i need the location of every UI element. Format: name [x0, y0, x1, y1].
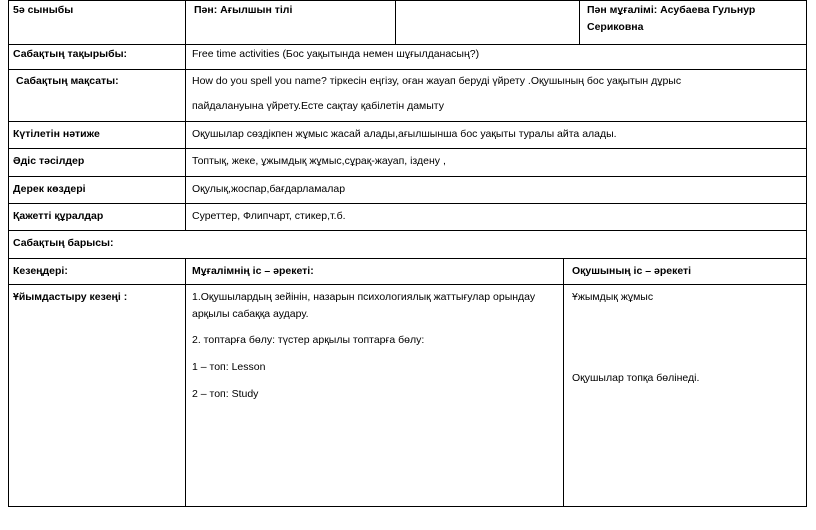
table-border [8, 0, 9, 507]
org-teacher-line3: 2. топтарға бөлу: түстер арқылы топтарға бөлу: [192, 334, 425, 346]
table-border [8, 203, 807, 204]
tools-value: Суреттер, Флипчарт, стикер,т.б. [192, 210, 346, 222]
org-teacher-line2: арқылы сабаққа аудару. [192, 308, 309, 320]
table-border [8, 69, 807, 70]
sources-label: Дерек көздері [13, 183, 86, 195]
goal-value-line2: пайдалануына үйрету.Есте сақтау қабілетін дамыту [192, 100, 444, 112]
org-student-line1: Ұжымдық жұмыс [572, 291, 654, 303]
topic-value: Free time activities (Бос уақытында немен шұғылданасың?) [192, 48, 480, 60]
methods-label: Әдіс тәсілдер [13, 155, 85, 167]
table-border [579, 0, 580, 45]
column-teacher-activity: Мұғалімнің іс – әрекеті: [192, 265, 314, 277]
sources-value: Оқулық,жоспар,бағдарламалар [192, 183, 346, 195]
outcome-label: Күтілетін нәтиже [13, 128, 100, 140]
column-stage: Кезеңдері: [13, 265, 68, 277]
table-border [8, 284, 807, 285]
table-border [395, 0, 396, 45]
goal-value-line1: How do you spell you name? тіркесін еңгізу, оған жауап беруді үйрету .Оқушының бос уақытын дұрыс [192, 75, 682, 87]
topic-label: Сабақтың тақырыбы: [13, 48, 128, 60]
table-border [8, 44, 807, 45]
table-border [8, 506, 807, 507]
table-border [8, 0, 807, 1]
org-teacher-line4: 1 – топ: Lesson [192, 361, 266, 373]
table-border [185, 0, 186, 231]
org-teacher-line1: 1.Оқушылардың зейінін, назарын психологиялық жаттығулар орындау [192, 291, 536, 303]
table-border [8, 258, 807, 259]
methods-value: Топтық, жеке, ұжымдық жұмыс,сұрақ-жауап, іздену , [192, 155, 446, 167]
subject-label: Пән: Ағылшын тілі [194, 4, 293, 16]
table-border [563, 258, 564, 507]
teacher-name-line1: Пән мұғалімі: Асубаева Гульнур [587, 4, 756, 16]
org-teacher-line5: 2 – топ: Study [192, 388, 259, 400]
progress-label: Сабақтың барысы: [13, 237, 114, 249]
table-border [8, 121, 807, 122]
goal-label: Сабақтың мақсаты: [16, 75, 119, 87]
table-border [8, 148, 807, 149]
table-border [8, 176, 807, 177]
tools-label: Қажетті құралдар [13, 210, 104, 222]
org-student-line2: Оқушылар топқа бөлінеді. [572, 372, 700, 384]
grade-label: 5ә сыныбы [13, 4, 74, 16]
column-student-activity: Оқушының іс – әрекеті [572, 265, 692, 277]
org-stage-label: Ұйымдастыру кезеңі : [13, 291, 128, 303]
table-border [8, 230, 807, 231]
table-border [185, 258, 186, 507]
outcome-value: Оқушылар сөздікпен жұмыс жасай алады,ағылшынша бос уақыты туралы айта алады. [192, 128, 617, 140]
teacher-name-line2: Сериковна [587, 21, 644, 33]
table-border [806, 0, 807, 507]
